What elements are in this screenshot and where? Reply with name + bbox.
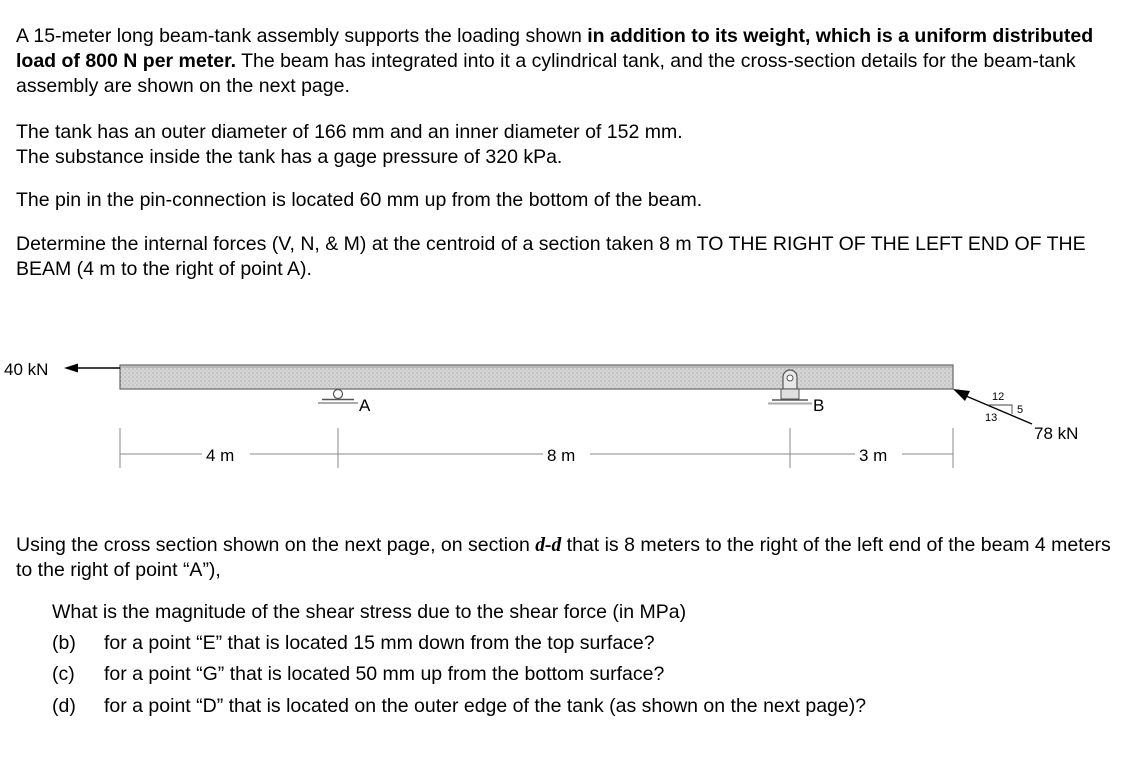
- question-item-text: for a point “D” that is located on the outer edge of the tank (as shown on the next page)?: [104, 695, 867, 717]
- beam: [120, 365, 953, 389]
- dimension-label-3m: 3 m: [859, 446, 888, 465]
- slope-label-12: 12: [992, 391, 1005, 403]
- slope-label-13: 13: [985, 412, 998, 424]
- load-arrow-left: [64, 364, 120, 373]
- tank-details: [16, 120, 1116, 170]
- question-item-label: (b): [52, 632, 76, 654]
- task-statement: Determine the internal forces (V, N, & M) at the centroid of a section taken 8 m TO THE RIGHT OF THE LEFT END OF THE BEAM (4 m to the right of point A).: [16, 233, 1086, 280]
- roller-support-a: [318, 390, 358, 404]
- question-item-text: for a point “G” that is located 50 mm up from the bottom surface?: [104, 663, 665, 685]
- question-intro: [16, 533, 1116, 583]
- question-intro-b: that is 8 meters to the right of the left end of the beam 4 meters to the right of point “A”),: [16, 534, 1111, 581]
- question-stem: What is the magnitude of the shear stress due to the shear force (in MPa): [52, 601, 687, 623]
- question-intro-a: Using the cross section shown on the next page, on section: [16, 534, 536, 556]
- problem-statement: [16, 24, 1116, 99]
- dimension-label-8m: 8 m: [547, 446, 576, 465]
- tank-pressure: The substance inside the tank has a gage pressure of 320 kPa.: [16, 146, 563, 168]
- slope-label-5: 5: [1017, 404, 1024, 416]
- question-item-d: [52, 694, 866, 719]
- question-item-label: (d): [52, 695, 76, 717]
- question-item-text: for a point “E” that is located 15 mm down from the top surface?: [104, 632, 655, 654]
- problem-text-bold: in addition to its weight, which is a uniform distributed load of 800 N per meter.: [16, 25, 1094, 72]
- question-item-label: (c): [52, 663, 75, 685]
- section-label: d-d: [535, 535, 562, 556]
- support-a-label: A: [359, 396, 371, 415]
- problem-text-b: The beam has integrated into it a cylindrical tank, and the cross-section details for the beam-tank assembly are shown on the next page.: [16, 50, 1076, 97]
- load-right-label: 78 kN: [1034, 424, 1079, 443]
- support-b-label: B: [813, 396, 825, 415]
- problem-text-a: A 15-meter long beam-tank assembly supports the loading shown: [16, 25, 588, 47]
- pin-location: The pin in the pin-connection is located 60 mm up from the bottom of the beam.: [16, 189, 703, 211]
- beam-diagram: [0, 340, 1134, 480]
- dimension-lines: [120, 428, 953, 468]
- dimension-label-4m: 4 m: [206, 446, 235, 465]
- tank-diameters: The tank has an outer diameter of 166 mm and an inner diameter of 152 mm.: [16, 121, 683, 143]
- load-left-label: 40 kN: [4, 360, 49, 379]
- question-item-c: [52, 662, 664, 687]
- question-item-b: [52, 631, 655, 656]
